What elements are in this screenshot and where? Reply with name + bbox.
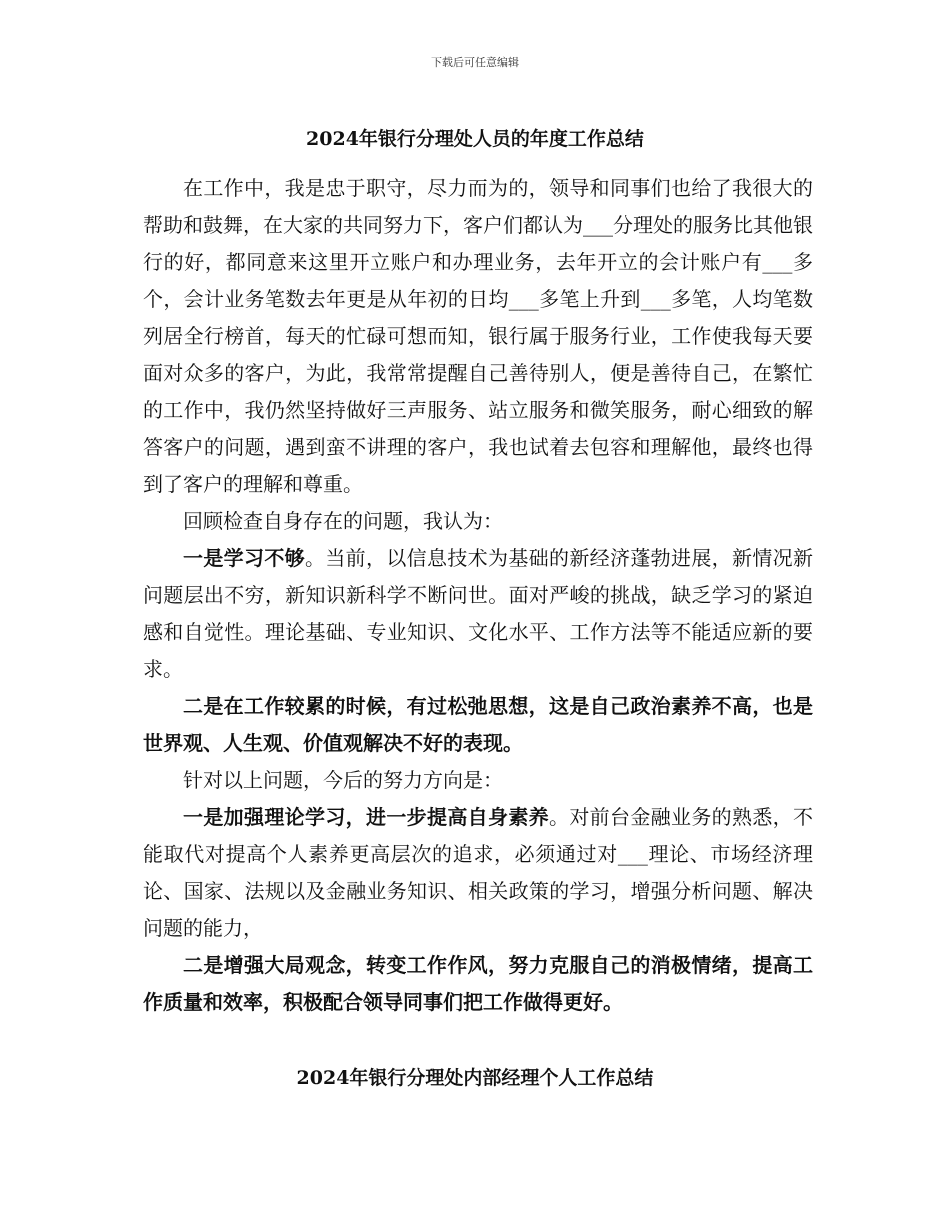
paragraph-problem-two: 二是在工作较累的时候，有过松弛思想，这是自己政治素养不高，也是世界观、人生观、价值观解决不好的表现。 <box>143 694 813 755</box>
second-document-title: 2024年银行分理处内部经理个人工作总结 <box>296 1067 654 1089</box>
paragraph-lead: 一是加强理论学习，进一步提高自身素养 <box>183 805 549 829</box>
paragraph-direction-two: 二是增强大局观念，转变工作作风，努力克服自己的消极情绪，提高工作质量和效率，积极配合领导同事们把工作做得更好。 <box>143 953 813 1014</box>
paragraph-review <box>143 503 813 540</box>
paragraph-problem-one <box>143 540 813 688</box>
paragraph-text: 。当前，以信息技术为基础的新经济蓬勃进展，新情况新问题层出不穷，新知识新科学不断问世。面对严峻的挑战，缺乏学习的紧迫感和自觉性。理论基础、专业知识、文化水平、工作方法等不能适应新的要求。 <box>143 546 813 681</box>
header-note: 下载后可任意编辑 <box>431 56 519 69</box>
paragraph-intro <box>143 170 813 503</box>
paragraph-direction-one <box>143 799 813 947</box>
paragraph-text: 在工作中，我是忠于职守，尽力而为的，领导和同事们也给了我很大的帮助和鼓舞，在大家的共同努力下，客户们都认为___分理处的服务比其他银行的好，都同意来这里开立账户和办理业务，去年开立的会计账户有___多个，会计业务笔数去年更是从年初的日均___多笔上升到___多笔，人均笔数列居全行榜首，每天的忙碌可想而知，银行属于服务行业，工作使我每天要面对众多的客户，为此，我常常提醒自己善待别人，便是善待自己，在繁忙的工作中，我仍然坚持做好三声服务、站立服务和微笑服务，耐心细致的解答客户的问题，遇到蛮不讲理的客户，我也试着去包容和理解他，最终也得到了客户的理解和尊重。 <box>143 176 813 496</box>
paragraph-text: 回顾检查自身存在的问题，我认为： <box>183 509 503 533</box>
paragraph-direction <box>143 762 813 799</box>
paragraph-text: 。对前台金融业务的熟悉，不能取代对提高个人素养更高层次的追求，必须通过对___理论、市场经济理论、国家、法规以及金融业务知识、相关政策的学习，增强分析问题、解决问题的能力， <box>143 805 813 940</box>
document-title: 2024年银行分理处人员的年度工作总结 <box>306 128 644 150</box>
paragraph-lead: 一是学习不够 <box>183 546 305 570</box>
paragraph-text: 针对以上问题，今后的努力方向是： <box>183 768 503 792</box>
document-body <box>143 170 813 1021</box>
